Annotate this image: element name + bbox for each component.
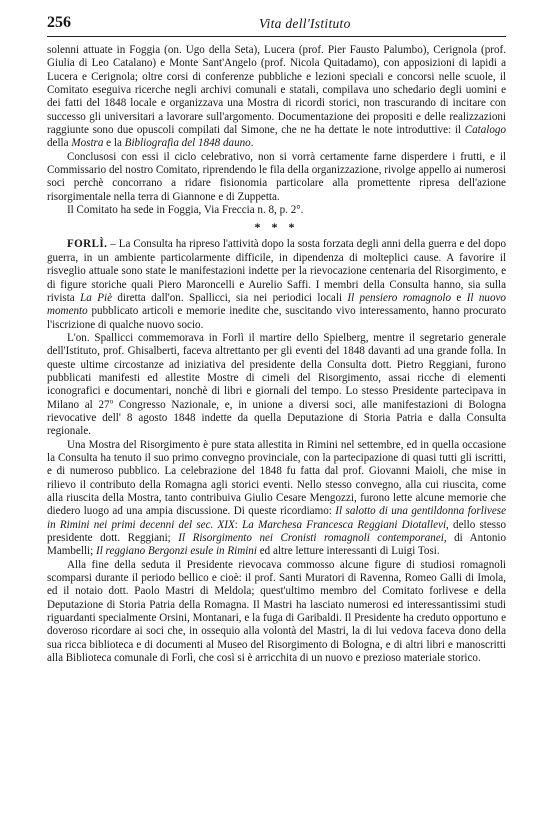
paragraph-foggia-seat: Il Comitato ha sede in Foggia, Via Freccia n. 8, p. 2°.	[66, 204, 304, 217]
italic-title: Il Risorgimento nei Cronisti romagnoli contemporanei	[178, 532, 444, 545]
text-run: Una Mostra del Risorgimento è pure stata allestita in Rimini nel settembre, ed in quella occasione la Consulta ha tenuto il suo primo convegno provinciale, con la partecipazione di quasi tutti gli iscritti, e di numeroso pubblico. La celebrazione del 1848 fu fatta dal prof. Giovanni Maioli, che mise in rilievo il contributo della Romagna agli storici eventi. Nello stesso convegno, alla cui riuscita, come alla riuscita della Mostra, tanto contribuiva Giulio Cesare Mengozzi, furono lette alcune memorie che diedero luogo ad una ampia discussione. Di queste ricordiamo:	[47, 438, 506, 518]
italic-title: Bibliografia del 1848 dauno	[124, 137, 251, 150]
paragraph-rimini-exhibition	[47, 439, 506, 559]
italic-title: Il reggiano Bergonzi esule in Rimini	[96, 545, 257, 558]
text-run: solenni attuate in Foggia (on. Ugo della Seta), Lucera (prof. Pier Fausto Palumbo), Cerignola (prof. Giulia di Leo Catalano) e Monte Sant'Angelo (prof. Nicola Quitadamo), con apposizioni di lapidi a Lucera e Cerignola; oltre corsi di conferenze pubbliche e lezioni speciali e concorsi nelle scuole, il Comitato eseguiva ricerche negli archivi comunali e statali, compilava uno schedario degli uomini e dei fatti del 1848 locale e organizzava una Mostra di ricordi storici, non trascurando di incitare con successo gli universitari a lavorare sull'argomento. Documentazione dei propositi e delle realizzazioni raggiunte sono due opuscoli compilati dal Simone, che ne ha dettate le note introduttive: il	[47, 44, 506, 137]
italic-title: Catalogo	[464, 124, 506, 137]
page-header	[47, 14, 506, 37]
section-separator: * * *	[254, 220, 299, 235]
text-run: ed altre letture interessanti di Luigi Tosi.	[256, 545, 440, 558]
running-title: Vita dell'Istituto	[259, 16, 351, 31]
text-run: :	[234, 518, 243, 531]
text-run: Congresso Nazionale, e, in unione a diversi soci, alle manifestazioni di Bologna rievocative dell' 8 agosto 1848 indette da quella Deputazione di Storia Patria e dalla Consulta regionale.	[47, 398, 506, 438]
italic-title: Il pensiero romagnolo	[347, 291, 452, 304]
ordinal-superscript: o	[109, 396, 114, 405]
text-run: pubblicato articoli e memorie inedite che, suscitando vivo interessamento, hanno procurato l'iscrizione di qualche nuovo socio.	[47, 305, 506, 331]
italic-title: La Piè	[80, 291, 112, 304]
section-lead-forli: FORLÌ.	[66, 238, 108, 251]
body-text	[47, 44, 506, 665]
text-run: della	[47, 137, 72, 150]
paragraph-foggia-conclusion: Conclusosi con essi il ciclo celebrativo, non si vorrà certamente farne disperdere i frutti, e il Commissario del nostro Comitato, riprendendo le fila della organizzazione, rivolge appello ai numerosi soci perchè concorrano a ridare fisionomia particolare alla promettente ripresa dell'azione risorgimentale nella terra di Giannone e di Zuppetta.	[47, 150, 506, 203]
text-run: L'on. Spallicci commemorava in Forlì il martire dello Spielberg, mentre il segretario generale dell'Istituto, prof. Ghisalberti, faceva altrettanto per gli eventi del 1848 davanti ad una grande folla. In queste ultime circostanze ad iniziativa del presidente della Consulta dott. Pietro Reggiani, furono pubblicati manifesti ed allestite Mostre di cimeli del Risorgimento, assai ricche di elementi iconografici e documentari, nonchè di libri e giornali del tempo. Lo stesso Presidente partecipava in Milano al 27	[47, 331, 506, 411]
paragraph-foggia-continued	[47, 44, 506, 151]
paragraph-forli-intro	[47, 238, 506, 331]
italic-title: La Marchesa Francesca Reggiani Diotallevi	[242, 518, 447, 531]
text-run: , dello stesso presidente dott. Reggiani;	[47, 518, 506, 545]
text-run: e la	[103, 137, 125, 150]
paragraph-forli-spallicci	[47, 332, 506, 439]
page-number: 256	[47, 14, 71, 31]
text-run: , di Antonio Mambelli;	[47, 532, 507, 558]
italic-title: Mostra	[71, 137, 104, 150]
italic-title: Il nuovo momento	[47, 291, 506, 318]
text-run: .	[250, 137, 254, 150]
text-run: – La Consulta ha ripreso l'attività dopo la sosta forzata degli anni della guerra e del dopo guerra, in un ambiente particolarmente difficile, in dipendenza di molteplici cause. A favorire il risveglio attuale sono state le manifestazioni indette per la rievocazione centenaria del Risorgimento, e di figure storiche quali Piero Maroncelli e Aurelio Saffi. I membri della Consulta hanno, sia sulla rivista	[47, 238, 506, 304]
paragraph-commemoration: Alla fine della seduta il Presidente rievocava commosso alcune figure di studiosi romagnoli scomparsi durante il periodo bellico e cioè: il prof. Santi Muratori di Ravenna, Romeo Galli di Imola, ed il notaio dott. Paolo Mastri di Meldola; quest'ultimo membro del Comitato forlivese e della Deputazione di Storia Patria della Romagna. Il Mastri ha lasciato numerosi ed interessantissimi studi riguardanti specialmente Orsini, Montanari, e la fuga di Garibaldi. Il Presidente ha creduto opportuno e doveroso ricordare ai soci che, in ossequio alla volontà del Mastri, la di lui vedova faceva dono della sua ricca biblioteca e di documenti al Museo del Risorgimento di Bologna, e di altri libri e manoscritti alla Biblioteca comunale di Forlì, che così si è arricchita di un nuovo e prezioso materiale storico.	[47, 558, 506, 665]
text-run: e	[451, 291, 467, 304]
text-run: diretta dall'on. Spallicci, sia nei periodici locali	[112, 291, 348, 304]
italic-title: Il salotto di una gentildonna forlivese in Rimini nei primi decenni del sec. XIX	[47, 505, 506, 531]
